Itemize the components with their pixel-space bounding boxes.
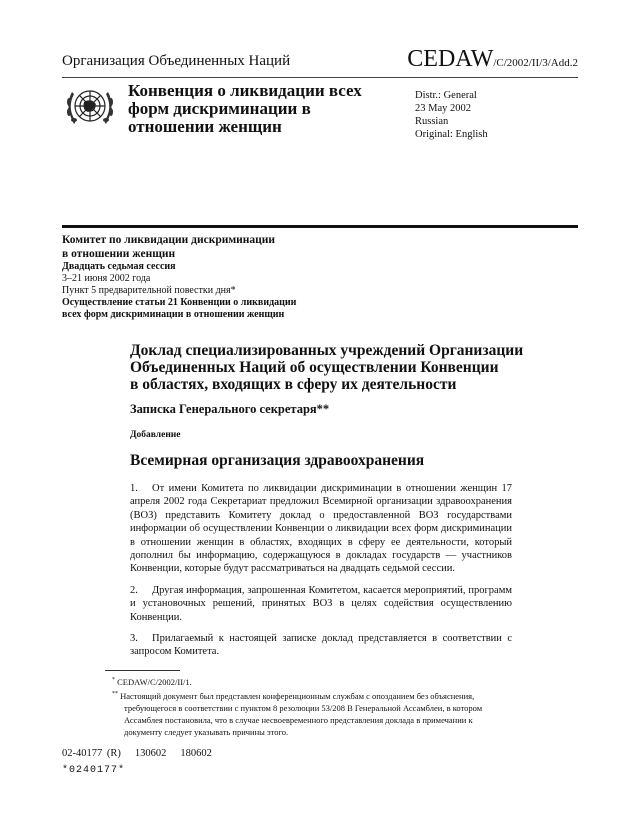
distribution-info	[415, 89, 488, 141]
paragraph-text: Прилагаемый к настоящей записке доклад представляется в соответствии с запросом Комитета.	[130, 633, 512, 658]
agenda-item: Пункт 5 предварительной повестки дня*	[62, 285, 236, 296]
agenda-subject: всех форм дискриминации в отношении женщин	[62, 309, 285, 320]
committee-name: в отношении женщин	[62, 248, 176, 260]
organization-name: Организация Объединенных Наций	[62, 53, 291, 69]
convention-title	[128, 82, 362, 136]
report-title	[130, 342, 550, 393]
symbol-suffix: /C/2002/II/3/Add.2	[493, 57, 578, 69]
note-title: Записка Генерального секретаря**	[130, 402, 330, 416]
footnote-text: Настоящий документ был представлен конференционным службам с опозданием без объяснения, требующегося в соответствии с пунктом 8 резолюции 53/208 B Генеральной Ассамблеи, в котором Ассамблея постановила, что в случае несвоевременного представления доклада в примечании к документу следует указывать причины этого.	[120, 690, 483, 737]
job-date-1: 130602	[134, 748, 167, 759]
footnote	[112, 688, 512, 738]
paragraph-text: От имени Комитета по ликвидации дискриминации в отношении женщин 17 апреля 2002 года Секретариат предложил Всемирной организации здравоохранения (ВОЗ) представить Комитету доклад о предоставленной ВОЗ государствами информации об осуществлении Конвенции о ликвидации всех форм дискриминации в отношении женщин в областях, входящих в сферу ее деятельности, который дополнил бы информацию, содержащуюся в докладах государств — участников Конвенции, которые будут рассматриваться на двадцать седьмой сессии.	[130, 483, 512, 575]
paragraph	[130, 584, 512, 624]
paragraph-number: 1.	[130, 483, 138, 494]
document-symbol	[407, 46, 578, 73]
job-id: 02-40177 (R)	[62, 748, 121, 759]
paragraph	[130, 632, 512, 659]
session-dates: 3–21 июня 2002 года	[62, 273, 151, 284]
paragraph-number: 2.	[130, 584, 138, 596]
barcode-text: *0240177*	[62, 765, 126, 776]
report-title-line: Доклад специализированных учреждений Организации	[130, 342, 524, 359]
committee-name: Комитет по ликвидации дискриминации	[62, 234, 276, 246]
symbol-main: CEDAW	[407, 46, 494, 72]
convention-title-line: Конвенция о ликвидации всех	[128, 81, 362, 100]
convention-title-line: отношении женщин	[128, 117, 282, 136]
document-language: Russian	[415, 116, 449, 127]
paragraph-text: Другая информация, запрошенная Комитетом, касается мероприятий, программ и установочных решений, принятых ВОЗ в целях содействия осуществлению Конвенции.	[130, 584, 512, 623]
distribution-type: Distr.: General	[415, 90, 477, 101]
job-number	[62, 748, 226, 759]
agenda-subject: Осуществление статьи 21 Конвенции о ликвидации	[62, 297, 297, 308]
original-language: Original: English	[415, 129, 488, 140]
body-text	[130, 482, 512, 667]
footnotes	[112, 674, 512, 738]
addendum-label: Добавление	[130, 430, 181, 440]
report-title-line: Объединенных Наций об осуществлении Конвенции	[130, 359, 499, 376]
footnote-mark: **	[112, 690, 118, 697]
committee-block	[62, 233, 296, 321]
section-divider	[62, 225, 578, 228]
un-emblem-icon	[64, 82, 116, 132]
footnote-mark: *	[112, 677, 115, 683]
convention-title-line: форм дискриминации в	[128, 99, 311, 118]
paragraph-number: 3.	[130, 633, 138, 645]
footnote-text: CEDAW/C/2002/II/1.	[117, 676, 192, 687]
document-date: 23 May 2002	[415, 103, 471, 114]
agency-heading: Всемирная организация здравоохранения	[130, 452, 425, 469]
header-divider	[62, 77, 578, 78]
footnote	[112, 674, 512, 688]
session: Двадцать седьмая сессия	[62, 261, 176, 272]
job-date-2: 180602	[180, 748, 212, 759]
paragraph	[130, 482, 512, 576]
report-title-line: в областях, входящих в сферу их деятельности	[130, 376, 457, 393]
footnote-divider	[105, 670, 180, 671]
